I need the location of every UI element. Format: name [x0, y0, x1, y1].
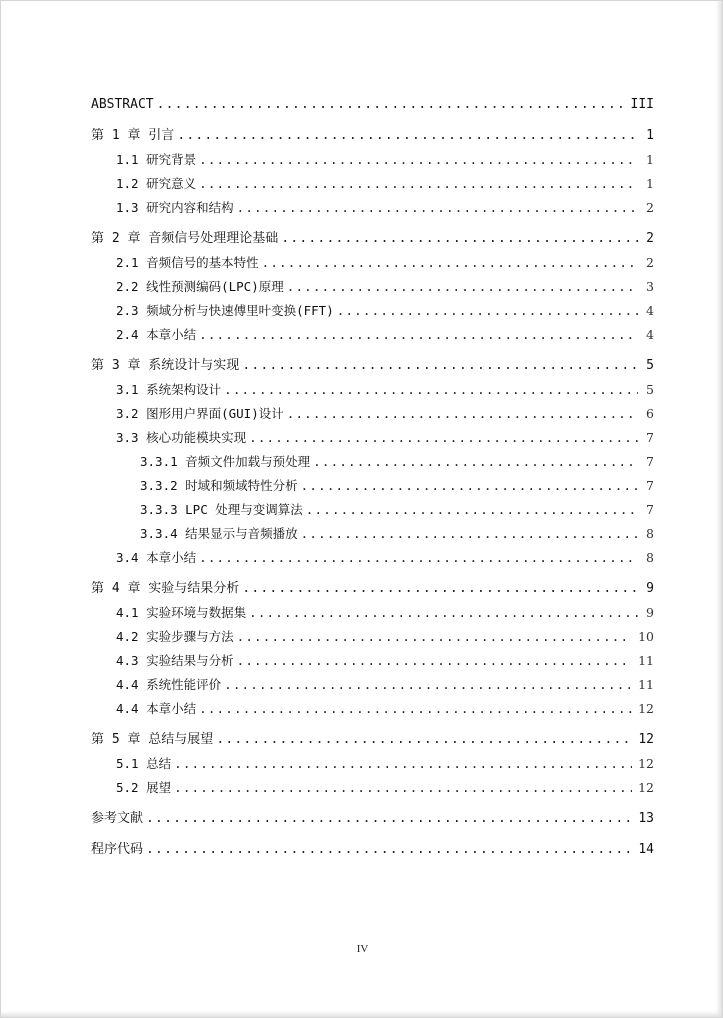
dot-leader — [199, 697, 632, 721]
toc-section-entry[interactable] — [91, 649, 654, 673]
toc-entry-page: 12 — [638, 701, 654, 716]
toc-section-entry[interactable] — [91, 172, 654, 196]
toc-entry-title: 4.4 本章小结 — [116, 701, 197, 716]
toc-chapter-entry[interactable] — [91, 577, 654, 601]
toc-subsection-entry[interactable] — [91, 498, 654, 522]
toc-entry-page: 8 — [646, 550, 654, 565]
toc-entry-page: 2 — [646, 231, 654, 246]
dot-leader — [199, 546, 638, 570]
toc-section-entry[interactable] — [91, 601, 654, 625]
toc-entry-title: 第 2 章 音频信号处理理论基础 — [91, 231, 279, 246]
toc-entry-title: 1.2 研究意义 — [116, 176, 197, 191]
dot-leader — [242, 577, 638, 601]
toc-entry-page: 13 — [638, 811, 654, 826]
toc-entry-title: 1.1 研究背景 — [116, 152, 197, 167]
dot-leader — [313, 450, 638, 474]
toc-entry-title: 3.3.1 音频文件加载与预处理 — [140, 454, 311, 469]
dot-leader — [224, 378, 638, 402]
toc-entry-page: 7 — [646, 478, 654, 493]
toc-entry-title: 第 1 章 引言 — [91, 128, 175, 143]
toc-entry-page: 4 — [646, 303, 654, 318]
toc-subsection-entry[interactable] — [91, 450, 654, 474]
dot-leader — [216, 728, 632, 752]
dot-leader — [301, 522, 638, 546]
toc-entry-page: 1 — [646, 128, 654, 143]
toc-entry-title: 2.4 本章小结 — [116, 327, 197, 342]
toc-entry-page: 6 — [646, 406, 654, 421]
toc-entry-page: 11 — [638, 653, 654, 668]
toc-section-entry[interactable] — [91, 323, 654, 347]
toc-entry-page: 2 — [646, 200, 654, 215]
toc-entry-title: 3.1 系统架构设计 — [116, 382, 222, 397]
toc-entry-title: 参考文献 — [91, 811, 144, 826]
toc-entry-title: 程序代码 — [91, 842, 144, 857]
toc-entry-title: 4.2 实验步骤与方法 — [116, 629, 234, 644]
toc-section-entry[interactable] — [91, 697, 654, 721]
toc-entry-title: 4.3 实验结果与分析 — [116, 653, 234, 668]
toc-entry-page: 7 — [646, 430, 654, 445]
toc-entry-page: 8 — [646, 526, 654, 541]
toc-entry-page: 2 — [646, 255, 654, 270]
toc-chapter-entry[interactable] — [91, 838, 654, 862]
toc-entry-page: 9 — [646, 581, 654, 596]
toc-section-entry[interactable] — [91, 251, 654, 275]
toc-entry-title: ABSTRACT — [91, 97, 154, 112]
toc-entry-title: 4.4 系统性能评价 — [116, 677, 222, 692]
toc-entry-title: 1.3 研究内容和结构 — [116, 200, 234, 215]
toc-chapter-entry[interactable] — [91, 728, 654, 752]
table-of-contents — [91, 93, 654, 862]
toc-entry-title: 3.3.2 时域和频域特性分析 — [140, 478, 298, 493]
toc-entry-page: 9 — [646, 605, 654, 620]
toc-section-entry[interactable] — [91, 426, 654, 450]
dot-leader — [157, 93, 625, 117]
toc-section-entry[interactable] — [91, 776, 654, 800]
dot-leader — [306, 498, 638, 522]
toc-entry-page: 5 — [646, 382, 654, 397]
dot-leader — [262, 251, 638, 275]
dot-leader — [249, 426, 638, 450]
toc-section-entry[interactable] — [91, 196, 654, 220]
dot-leader — [224, 673, 632, 697]
dot-leader — [287, 275, 638, 299]
toc-entry-title: 3.2 图形用户界面(GUI)设计 — [116, 406, 284, 421]
toc-entry-page: 11 — [638, 677, 654, 692]
toc-section-entry[interactable] — [91, 546, 654, 570]
toc-entry-title: 2.1 音频信号的基本特性 — [116, 255, 259, 270]
toc-section-entry[interactable] — [91, 752, 654, 776]
toc-chapter-entry[interactable] — [91, 124, 654, 148]
dot-leader — [249, 601, 638, 625]
toc-chapter-entry[interactable] — [91, 93, 654, 117]
toc-section-entry[interactable] — [91, 673, 654, 697]
toc-entry-title: 3.3.4 结果显示与音频播放 — [140, 526, 298, 541]
dot-leader — [287, 402, 638, 426]
toc-entry-page: 1 — [646, 152, 654, 167]
toc-entry-page: 12 — [638, 780, 654, 795]
toc-entry-title: 5.1 总结 — [116, 756, 172, 771]
toc-entry-page: 12 — [638, 756, 654, 771]
toc-entry-title: 4.1 实验环境与数据集 — [116, 605, 247, 620]
toc-entry-page: 14 — [638, 842, 654, 857]
dot-leader — [281, 227, 638, 251]
dot-leader — [174, 752, 632, 776]
dot-leader — [177, 124, 638, 148]
toc-entry-page: 12 — [638, 732, 654, 747]
toc-entry-page: 3 — [646, 279, 654, 294]
dot-leader — [174, 776, 632, 800]
toc-chapter-entry[interactable] — [91, 807, 654, 831]
dot-leader — [199, 172, 638, 196]
dot-leader — [237, 649, 632, 673]
toc-entry-title: 3.4 本章小结 — [116, 550, 197, 565]
toc-subsection-entry[interactable] — [91, 474, 654, 498]
dot-leader — [337, 299, 638, 323]
toc-entry-title: 2.2 线性预测编码(LPC)原理 — [116, 279, 284, 294]
toc-entry-page: 7 — [646, 454, 654, 469]
toc-section-entry[interactable] — [91, 378, 654, 402]
toc-entry-page: III — [630, 97, 654, 112]
toc-section-entry[interactable] — [91, 148, 654, 172]
dot-leader — [237, 625, 632, 649]
dot-leader — [301, 474, 638, 498]
toc-entry-page: 4 — [646, 327, 654, 342]
toc-entry-title: 第 3 章 系统设计与实现 — [91, 358, 240, 373]
dot-leader — [199, 148, 638, 172]
toc-entry-title: 3.3 核心功能模块实现 — [116, 430, 247, 445]
toc-entry-page: 10 — [638, 629, 654, 644]
dot-leader — [237, 196, 638, 220]
toc-entry-page: 5 — [646, 358, 654, 373]
toc-section-entry[interactable] — [91, 299, 654, 323]
toc-entry-page: 7 — [646, 502, 654, 517]
page-number: IV — [356, 943, 369, 955]
toc-chapter-entry[interactable] — [91, 227, 654, 251]
toc-entry-title: 3.3.3 LPC 处理与变调算法 — [140, 502, 303, 517]
toc-subsection-entry[interactable] — [91, 522, 654, 546]
dot-leader — [199, 323, 638, 347]
dot-leader — [146, 807, 632, 831]
dot-leader — [146, 838, 632, 862]
toc-chapter-entry[interactable] — [91, 354, 654, 378]
toc-entry-title: 2.3 频域分析与快速傅里叶变换(FFT) — [116, 303, 334, 318]
toc-section-entry[interactable] — [91, 402, 654, 426]
toc-entry-page: 1 — [646, 176, 654, 191]
toc-entry-title: 第 4 章 实验与结果分析 — [91, 581, 240, 596]
toc-entry-title: 第 5 章 总结与展望 — [91, 732, 214, 747]
dot-leader — [242, 354, 638, 378]
toc-section-entry[interactable] — [91, 275, 654, 299]
toc-entry-title: 5.2 展望 — [116, 780, 172, 795]
toc-section-entry[interactable] — [91, 625, 654, 649]
